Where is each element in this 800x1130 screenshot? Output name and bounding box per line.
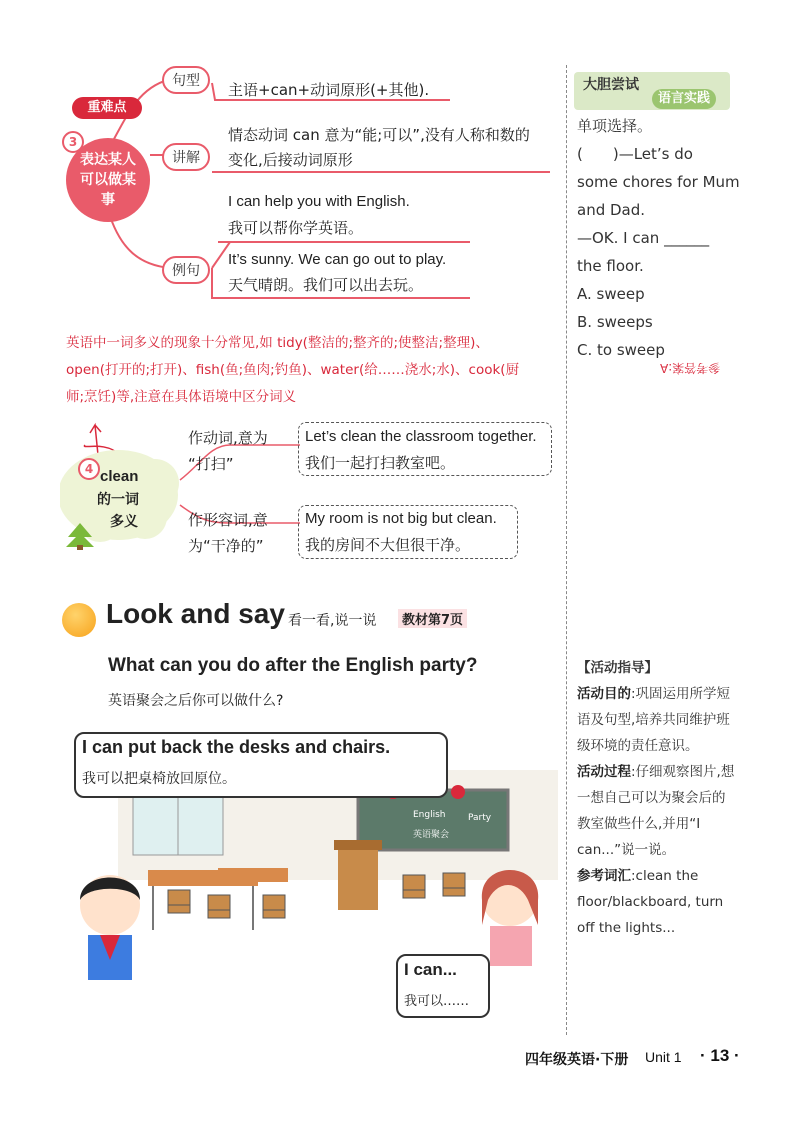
vocab-text: :clean the floor/blackboard, turn off the lights... bbox=[577, 868, 724, 936]
note-line3: 师;烹饪)等,注意在具体语境中区分词义 bbox=[66, 389, 297, 405]
example1-en: I can help you with English. bbox=[228, 193, 410, 210]
guide-vocab bbox=[577, 863, 737, 941]
example2-zh: 天气晴朗。我们可以出去玩。 bbox=[228, 276, 424, 294]
difficulty-badge: 重难点 bbox=[72, 97, 142, 119]
exercise-line: the floor. bbox=[577, 257, 644, 275]
verb-example-zh: 我们一起打扫教室吧。 bbox=[305, 454, 456, 472]
section-number-4: 4 bbox=[78, 458, 100, 480]
page-number: · 13 · bbox=[700, 1046, 740, 1065]
polysemy-note bbox=[66, 330, 556, 411]
label-pattern: 句型 bbox=[162, 66, 210, 94]
exercise-line: and Dad. bbox=[577, 201, 646, 219]
verb-label-1: 作动词,意为 bbox=[188, 429, 268, 447]
label-explain: 讲解 bbox=[162, 143, 210, 171]
question-en: What can you do after the English party? bbox=[108, 655, 478, 676]
guide-process bbox=[577, 759, 737, 863]
verb-example-en: Let’s clean the classroom together. bbox=[305, 428, 537, 445]
label-example: 例句 bbox=[162, 256, 210, 284]
purpose-text: :巩固运用所学短语及句型,培养共同维护班级环境的责任意识。 bbox=[577, 686, 731, 754]
section-number-3: 3 bbox=[62, 131, 84, 153]
process-label: 活动过程 bbox=[577, 764, 631, 780]
explain-line1: 情态动词 can 意为“能;可以”,没有人称和数的 bbox=[228, 126, 530, 144]
answer-key: 参考答案:A bbox=[660, 361, 721, 375]
sidebar-divider bbox=[566, 65, 567, 1035]
exercise-option-b: B. sweeps bbox=[577, 313, 653, 331]
sidebar-badge-1: 大胆尝试 bbox=[583, 77, 639, 93]
guide-title: 【活动指导】 bbox=[577, 660, 658, 676]
sidebar-badge-2: 语言实践 bbox=[652, 89, 716, 109]
bubble1-zh: 我可以把桌椅放回原位。 bbox=[82, 771, 236, 787]
bubble2-en: I can... bbox=[404, 960, 457, 979]
orange-dot-icon bbox=[62, 603, 96, 637]
exercise-option-a: A. sweep bbox=[577, 285, 645, 303]
look-say-subtitle: 看一看,说一说 bbox=[288, 613, 377, 629]
purpose-label: 活动目的 bbox=[577, 686, 631, 702]
exercise-line: some chores for Mum bbox=[577, 173, 740, 191]
footer-book: 四年级英语·下册 bbox=[525, 1052, 629, 1068]
exercise-line: ( )—Let’s do bbox=[577, 145, 693, 163]
bubble2-zh: 我可以…… bbox=[404, 994, 470, 1009]
adj-label-2: 为“干净的” bbox=[188, 537, 264, 555]
adj-label-1: 作形容词,意 bbox=[188, 511, 268, 529]
svg-text:English: English bbox=[413, 810, 446, 820]
guide-purpose bbox=[577, 681, 737, 759]
exercise-line: 单项选择。 bbox=[577, 117, 653, 135]
circle-topic: 表达某人可以做某事 bbox=[80, 152, 136, 208]
adj-example-zh: 我的房间不大但很干净。 bbox=[305, 536, 471, 554]
bubble1-en: I can put back the desks and chairs. bbox=[82, 737, 391, 757]
example2-en: It’s sunny. We can go out to play. bbox=[228, 251, 447, 268]
look-say-title: Look and say bbox=[106, 598, 285, 629]
explain-line2: 变化,后接动词原形 bbox=[228, 151, 353, 169]
activity-guide bbox=[577, 655, 737, 941]
pattern-text: 主语+can+动词原形(+其他). bbox=[228, 81, 430, 99]
sidebar-exercise bbox=[577, 112, 740, 364]
note-line1: 英语中一词多义的现象十分常见,如 tidy(整洁的;整齐的;使整洁;整理)、 bbox=[66, 335, 489, 351]
process-text: :仔细观察图片,想一想自己可以为聚会后的教室做些什么,并用“I can...”说一说。 bbox=[577, 764, 735, 858]
verb-label-2: “打扫” bbox=[188, 455, 234, 473]
exercise-line: —OK. I can ______ bbox=[577, 229, 710, 247]
textbook-ref: 教材第7页 bbox=[398, 609, 467, 628]
vocab-label: 参考词汇 bbox=[577, 868, 631, 884]
svg-text:英语聚会: 英语聚会 bbox=[413, 830, 450, 840]
example1-zh: 我可以帮你学英语。 bbox=[228, 219, 364, 237]
question-zh: 英语聚会之后你可以做什么? bbox=[108, 693, 284, 709]
clean-cloud bbox=[60, 405, 310, 550]
clean-subtitle-2: 多义 bbox=[110, 514, 138, 530]
clean-subtitle-1: 的一词 bbox=[97, 492, 139, 508]
footer-unit: Unit 1 bbox=[645, 1049, 682, 1065]
adj-example-en: My room is not big but clean. bbox=[305, 510, 497, 527]
svg-text:Party: Party bbox=[468, 813, 492, 823]
clean-word: clean bbox=[100, 468, 139, 485]
exercise-option-c: C. to sweep bbox=[577, 341, 665, 359]
note-line2: open(打开的;打开)、fish(鱼;鱼肉;钓鱼)、water(给……浇水;水)、cook(厨 bbox=[66, 362, 520, 378]
